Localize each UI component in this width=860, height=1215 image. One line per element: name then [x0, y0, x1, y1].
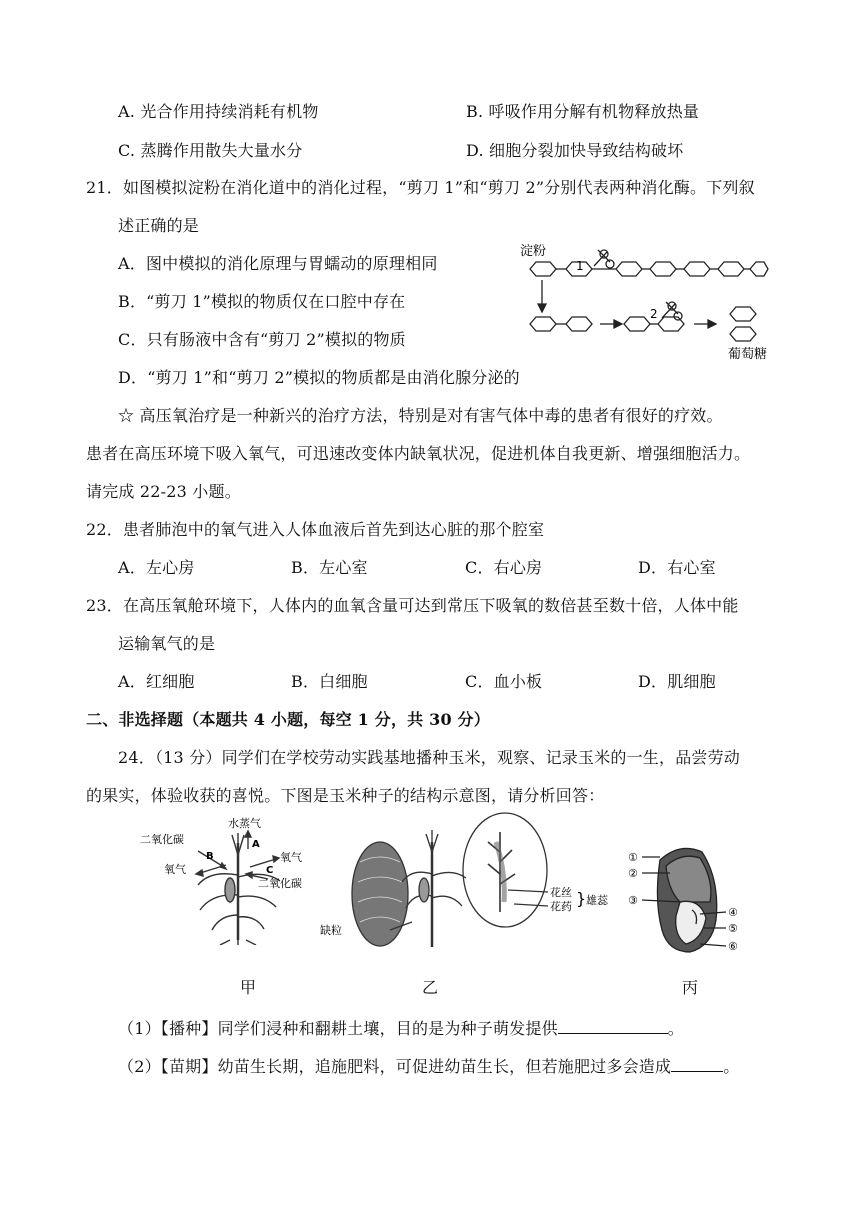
- passage-line1: ☆ 高压氧治疗是一种新兴的治疗方法，特别是对有害气体中毒的患者有很好的疗效。: [118, 406, 723, 425]
- label-co2-right: 二氧化碳: [258, 877, 302, 890]
- q23-stem-line2: 运输氧气的是: [118, 634, 216, 653]
- label-stamen: 雄蕊: [586, 894, 608, 907]
- q20-option-b: B. 呼吸作用分解有机物释放热量: [466, 102, 700, 121]
- label-b: B: [206, 851, 214, 862]
- label-seed-4: ④: [728, 906, 738, 919]
- starch-unit: [530, 262, 556, 276]
- q24-sub1: [118, 1017, 684, 1040]
- caption-yi: 乙: [422, 978, 439, 997]
- answer-blank-2[interactable]: [671, 1055, 723, 1072]
- q21-stem-line2: 述正确的是: [118, 216, 200, 235]
- caption-bing: 丙: [682, 978, 699, 997]
- label-oxygen-right: 氧气: [280, 851, 302, 864]
- passage-line3: 请完成 22-23 小题。: [86, 482, 241, 501]
- q24-stem-line2: 的果实，体验收获的喜悦。下图是玉米种子的结构示意图，请分析回答：: [86, 786, 605, 805]
- label-water-vapor: 水蒸气: [228, 817, 261, 830]
- q24-stem-line1: 24．（13 分）同学们在学校劳动实践基地播种玉米，观察、记录玉米的一生，品尝劳动: [118, 748, 741, 767]
- q22-option-b: B．左心室: [291, 558, 368, 577]
- label-oxygen-left: 氧气: [164, 863, 186, 876]
- label-seed-6: ⑥: [728, 940, 738, 953]
- q23-stem-line1: 23．在高压氧舱环境下，人体内的血氧含量可达到常压下吸氧的数倍甚至数十倍，人体中能: [86, 596, 739, 615]
- answer-blank-1[interactable]: [558, 1017, 668, 1034]
- q21-stem-line1: 21．如图模拟淀粉在消化道中的消化过程，“剪刀 1”和“剪刀 2”分别代表两种消化酶。下列叙: [86, 178, 755, 197]
- q22-option-a: A．左心房: [118, 558, 195, 577]
- label-c: C: [266, 865, 274, 876]
- corn-ear-closeup: [352, 842, 408, 946]
- label-seed-3: ③: [628, 894, 638, 907]
- label-a: A: [252, 839, 260, 850]
- q20-option-c: C. 蒸腾作用散失大量水分: [118, 141, 303, 160]
- q22-option-d: D．右心室: [638, 558, 716, 577]
- starch-digestion-figure: [520, 240, 770, 365]
- q23-option-a: A．红细胞: [118, 672, 195, 691]
- corn-plant-gas-exchange-figure: [140, 815, 310, 945]
- scissors-1-label: 1: [576, 259, 584, 273]
- starch-unit: [718, 262, 744, 276]
- q21-option-c: C．只有肠液中含有“剪刀 2”模拟的物质: [118, 330, 406, 349]
- glucose-label: 葡萄糖: [728, 347, 768, 362]
- label-seed-2: ②: [628, 867, 638, 880]
- scissors-2-label: 2: [650, 307, 658, 321]
- label-missing-grain: 缺粒: [320, 924, 342, 937]
- label-seed-1: ①: [628, 851, 638, 864]
- glucose-unit: [730, 327, 756, 341]
- starch-unit: [650, 262, 676, 276]
- label-seed-5: ⑤: [728, 922, 738, 935]
- q24-sub1-text: （1）【播种】同学们浸种和翻耕土壤，目的是为种子萌发提供: [118, 1019, 558, 1038]
- label-anther: 花药: [550, 900, 572, 913]
- q21-option-a: A．图中模拟的消化原理与胃蠕动的原理相同: [118, 254, 438, 273]
- q21-option-b: B．“剪刀 1”模拟的物质仅在口腔中存在: [118, 292, 406, 311]
- q24-sub1-end: 。: [667, 1019, 684, 1038]
- stamen-brace: }: [576, 889, 587, 908]
- q24-sub2-end: 。: [723, 1057, 740, 1076]
- q23-option-d: D．肌细胞: [638, 672, 716, 691]
- label-silk: 花丝: [550, 886, 572, 899]
- label-co2-left: 二氧化碳: [140, 833, 184, 846]
- starch-unit: [684, 262, 710, 276]
- section-heading: 二、非选择题（本题共 4 小题，每空 1 分，共 30 分）: [86, 710, 490, 729]
- q23-option-c: C．血小板: [465, 672, 543, 691]
- q21-option-d: D．“剪刀 1”和“剪刀 2”模拟的物质都是由消化腺分泌的: [118, 368, 520, 387]
- q20-option-a: A. 光合作用持续消耗有机物: [118, 102, 319, 121]
- q22-stem: 22．患者肺泡中的氧气进入人体血液后首先到达心脏的那个腔室: [86, 520, 545, 539]
- scissors-1-icon: [594, 250, 614, 268]
- q22-option-c: C．右心房: [465, 558, 543, 577]
- q23-option-b: B．白细胞: [291, 672, 368, 691]
- starch-unit: [616, 262, 642, 276]
- q24-sub2-text: （2）【苗期】幼苗生长期，追施肥料，可促进幼苗生长，但若施肥过多会造成: [118, 1057, 672, 1076]
- q24-sub2: [118, 1055, 739, 1078]
- disaccharide-unit: [530, 317, 556, 331]
- corn-seed-structure-figure: [620, 840, 750, 960]
- q20-option-d: D. 细胞分裂加快导致结构破坏: [466, 141, 684, 160]
- starch-label: 淀粉: [520, 244, 547, 259]
- disaccharide-unit: [566, 317, 592, 331]
- starch-unit: [750, 262, 768, 276]
- caption-jia: 甲: [240, 978, 257, 997]
- disaccharide-unit: [624, 317, 650, 331]
- glucose-unit: [730, 307, 756, 321]
- passage-line2: 患者在高压环境下吸入氧气，可迅速改变体内缺氧状况，促进机体自我更新、增强细胞活力。: [86, 444, 751, 463]
- corn-ear-and-tassel-figure: [320, 812, 620, 952]
